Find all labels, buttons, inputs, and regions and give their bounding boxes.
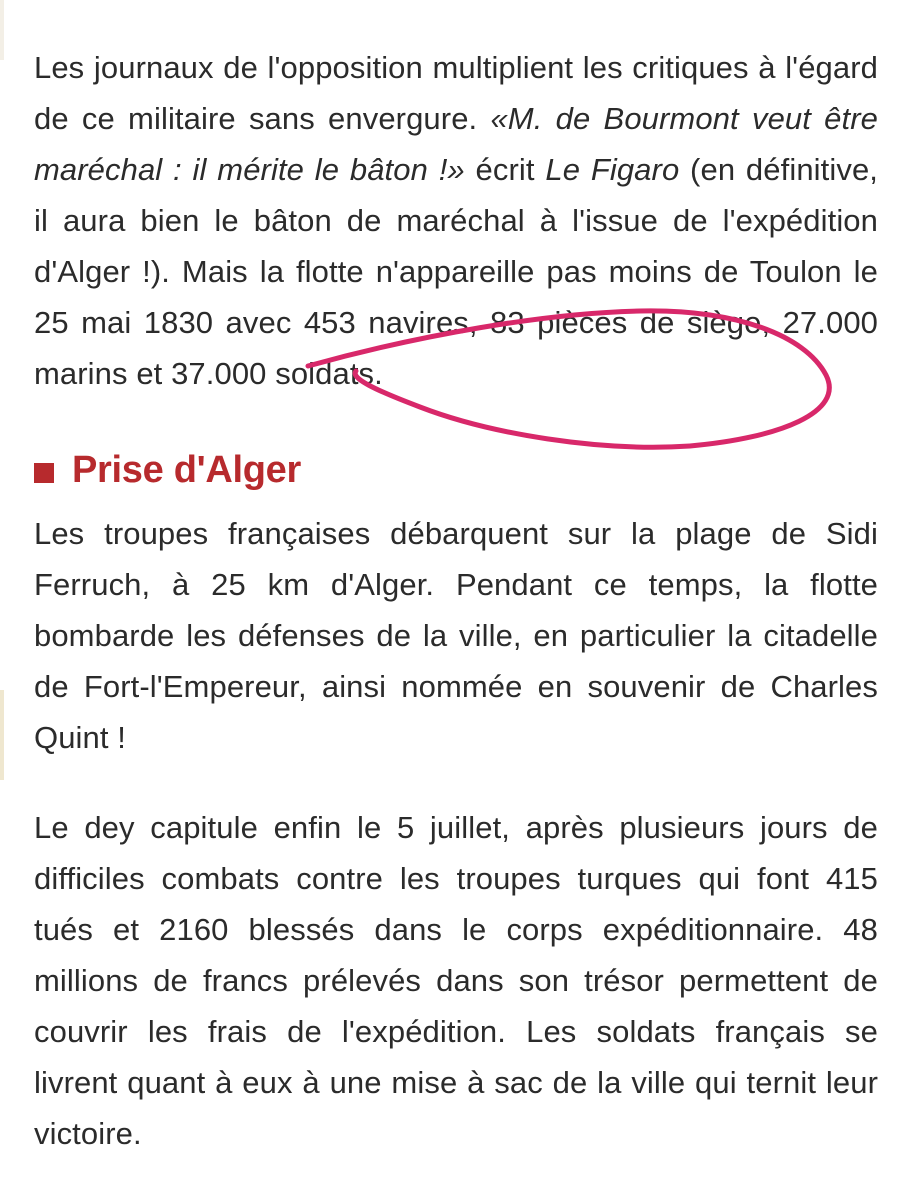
paragraph-landing: Les troupes françaises débarquent sur la plage de Sidi Ferruch, à 25 km d'Alger. Pendant ce temps, la flotte bombarde les défenses de la ville, en particulier la citadelle de Fort-l'Empereur, ainsi nommée en souvenir de Charles Quint ! [34, 516, 878, 755]
section-heading [34, 440, 301, 500]
newspaper-name: Le Figaro [545, 152, 680, 187]
paragraph-capitulation: Le dey capitule enfin le 5 juillet, après plusieurs jours de difficiles combats contre les troupes turques qui font 415 tués et 2160 blessés dans le corps expéditionnaire. 48 millions de francs prélevés dans son trésor permettent de couvrir les frais de l'expédition. Les soldats français se livrent quant à eux à une mise à sac de la ville qui ternit leur victoire. [34, 810, 878, 1151]
paragraph-opposition-text-1: Les journaux de l'opposition multiplient les critiques à l'égard de ce militaire sans envergure. [34, 50, 878, 136]
section-title: Prise d'Alger [72, 448, 301, 491]
paragraph-opposition-text-2: écrit [464, 152, 546, 187]
paragraph-opposition-text-3: (en définitive, il aura bien le bâton de maréchal à l'issue de l'expédition d'Alger !). Mais la flotte n'appareille pas moins de Toulon le 25 mai 1830 avec 453 navires, 83 pièces de siège, 27.000 marins et 37.000 soldats. [34, 152, 878, 391]
bourmont-quote: «M. de Bourmont veut être maréchal : il mérite le bâton !» [34, 101, 878, 187]
paragraph-opposition [34, 42, 878, 399]
heading-square-bullet [34, 463, 54, 483]
page-left-edge [0, 0, 4, 1200]
